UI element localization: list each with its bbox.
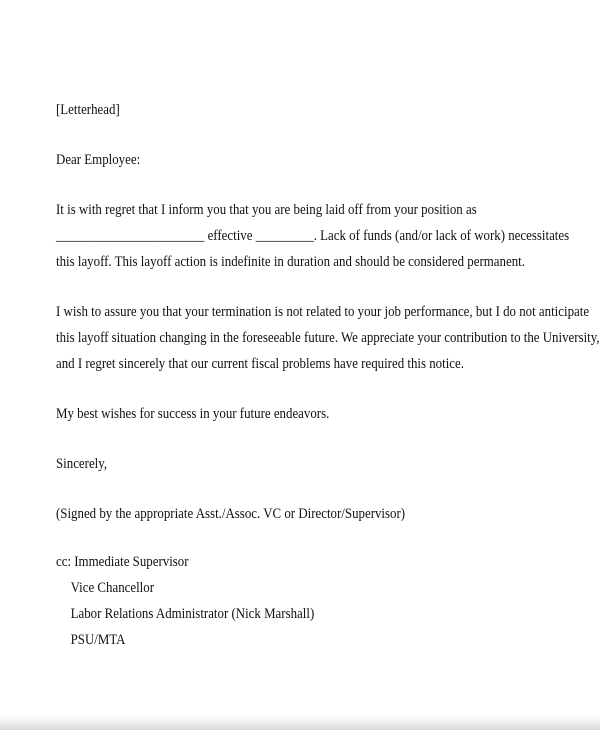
- paragraph-1: [56, 197, 570, 275]
- letterhead: [Letterhead]: [56, 102, 120, 118]
- paragraph-2-line: and I regret sincerely that our current fiscal problems have required this notice.: [56, 356, 464, 372]
- cc-list: [56, 549, 503, 653]
- closing: Sincerely,: [56, 456, 108, 472]
- paragraph-2-line: this layoff situation changing in the foreseeable future. We appreciate your contribution to the University,: [56, 330, 600, 346]
- letter-body: [56, 97, 600, 653]
- cc-line: Vice Chancellor: [70, 580, 155, 596]
- page-bottom-edge: [0, 714, 600, 730]
- cc-line: cc: Immediate Supervisor: [56, 554, 189, 570]
- paragraph-1-line: It is with regret that I inform you that you are being laid off from your position as: [56, 202, 477, 218]
- paragraph-3: My best wishes for success in your future endeavors.: [56, 406, 330, 422]
- paragraph-1-line: this layoff. This layoff action is indefinite in duration and should be considered permanent.: [56, 254, 525, 270]
- paragraph-2-line: I wish to assure you that your termination is not related to your job performance, but I do not anticipate: [56, 304, 590, 320]
- salutation: Dear Employee:: [56, 152, 141, 168]
- cc-line: Labor Relations Administrator (Nick Marshall): [70, 606, 315, 622]
- paragraph-1-line: _______________________ effective _________. Lack of funds (and/or lack of work) necessitates: [56, 228, 570, 244]
- paragraph-2: [56, 299, 600, 377]
- cc-line: PSU/MTA: [70, 632, 126, 648]
- signature-note: (Signed by the appropriate Asst./Assoc. VC or Director/Supervisor): [56, 506, 406, 522]
